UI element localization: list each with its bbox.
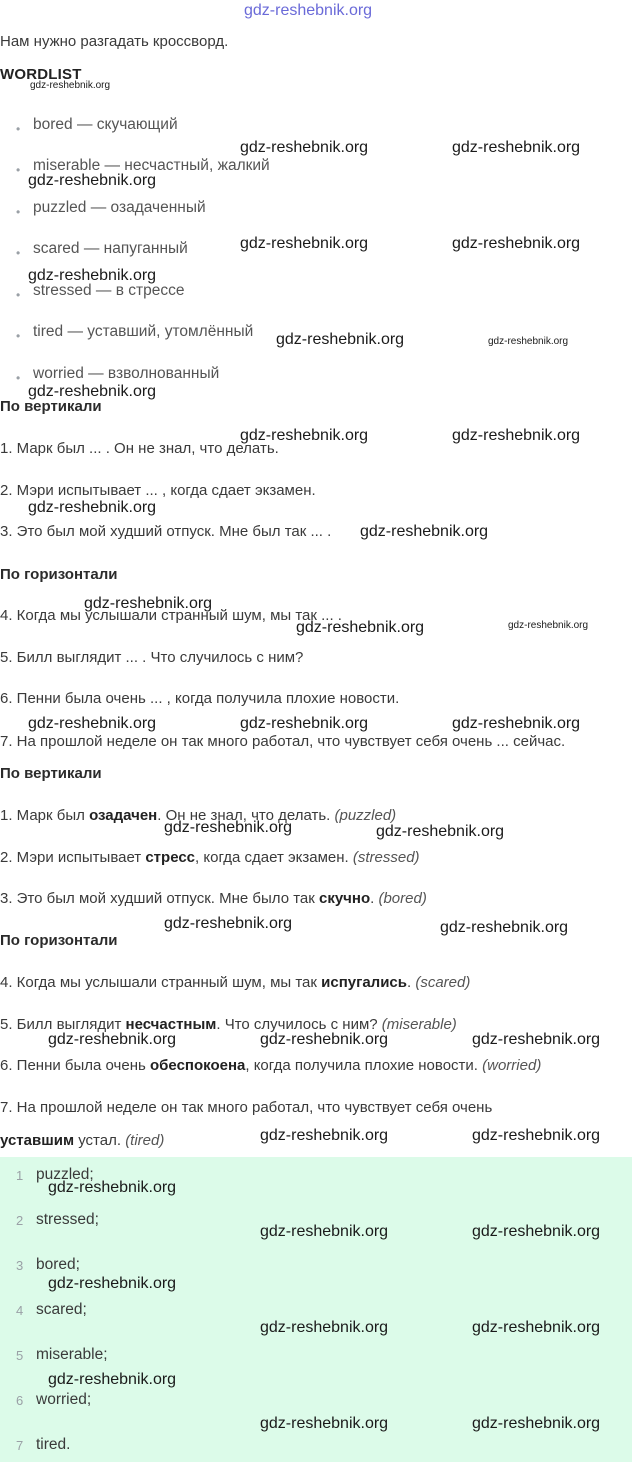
- watermark: gdz-reshebnik.org: [260, 1415, 389, 1432]
- answer-value: bored;: [36, 1256, 80, 1273]
- watermark: gdz-reshebnik.org: [28, 383, 157, 400]
- task-item: 2. Мэри испытывает ... , когда сдает экзамен.: [0, 482, 316, 499]
- task-item: 7. На прошлой неделе он так много работал, что чувствует себя очень ... сейчас.: [0, 733, 566, 750]
- solution-answer: скучно: [318, 890, 371, 907]
- task-item: 3. Это был мой худший отпуск. Мне был так ... .: [0, 523, 332, 540]
- answer-value: scared;: [36, 1301, 87, 1318]
- solution-text: 2. Мэри испытывает: [0, 849, 146, 866]
- task-item: 1. Марк был ... . Он не знал, что делать.: [0, 440, 279, 457]
- watermark: gdz-reshebnik.org: [488, 336, 569, 347]
- watermark: gdz-reshebnik.org: [240, 715, 369, 732]
- watermark: gdz-reshebnik.org: [452, 139, 581, 156]
- watermark: gdz-reshebnik.org: [260, 1319, 389, 1336]
- solution-text: 3. Это был мой худший отпуск. Мне было так: [0, 890, 319, 907]
- watermark: gdz-reshebnik.org: [48, 1275, 177, 1292]
- watermark: gdz-reshebnik.org: [240, 235, 369, 252]
- watermark: gdz-reshebnik.org: [28, 267, 157, 284]
- solution-item: [0, 849, 420, 866]
- solution-text: 5. Билл выглядит: [0, 1016, 126, 1033]
- solution-horizontal-title: По горизонтали: [0, 932, 118, 949]
- task-item: 5. Билл выглядит ... . Что случилось с ним?: [0, 649, 304, 666]
- bullet: •: [16, 329, 21, 343]
- wordlist-item: tired — уставший, утомлённый: [33, 323, 254, 340]
- bullet: •: [16, 246, 21, 260]
- solution-hint: (scared): [415, 974, 471, 991]
- solution-text: , когда сдает экзамен.: [195, 849, 353, 866]
- solution-hint: (puzzled): [334, 807, 397, 824]
- wordlist-item: bored — скучающий: [33, 116, 178, 133]
- solution-answer: испугались: [321, 974, 407, 991]
- answer-number: 2: [16, 1213, 24, 1228]
- task-item: 6. Пенни была очень ... , когда получила плохие новости.: [0, 690, 400, 707]
- solution-text: 6. Пенни была очень: [0, 1057, 150, 1074]
- watermark: gdz-reshebnik.org: [240, 427, 369, 444]
- watermark: gdz-reshebnik.org: [296, 619, 425, 636]
- watermark: gdz-reshebnik.org: [472, 1031, 601, 1048]
- solution-item: [0, 890, 427, 907]
- wordlist-item: stressed — в стрессе: [33, 282, 185, 299]
- solution-hint: (worried): [482, 1057, 542, 1074]
- watermark: gdz-reshebnik.org: [48, 1371, 177, 1388]
- bullet: •: [16, 371, 21, 385]
- watermark: gdz-reshebnik.org: [164, 819, 293, 836]
- watermark-top: gdz-reshebnik.org: [244, 2, 373, 19]
- solution-hint: (stressed): [352, 849, 420, 866]
- watermark: gdz-reshebnik.org: [260, 1031, 389, 1048]
- watermark: gdz-reshebnik.org: [260, 1127, 389, 1144]
- answer-value: puzzled;: [36, 1166, 94, 1183]
- watermark: gdz-reshebnik.org: [28, 172, 157, 189]
- wordlist-item: scared — напуганный: [33, 240, 188, 257]
- answer-number: 3: [16, 1258, 24, 1273]
- wordlist-item: puzzled — озадаченный: [33, 199, 206, 216]
- solution-text: .: [407, 974, 416, 991]
- watermark: gdz-reshebnik.org: [28, 715, 157, 732]
- solution-text: , когда получила плохие новости.: [245, 1057, 483, 1074]
- answer-number: 7: [16, 1438, 24, 1453]
- watermark: gdz-reshebnik.org: [452, 235, 581, 252]
- watermark: gdz-reshebnik.org: [472, 1415, 601, 1432]
- watermark: gdz-reshebnik.org: [30, 80, 111, 91]
- solution-text: .: [370, 890, 379, 907]
- bullet: •: [16, 122, 21, 136]
- watermark: gdz-reshebnik.org: [472, 1127, 601, 1144]
- bullet: •: [16, 288, 21, 302]
- solution-item: [0, 1057, 541, 1074]
- solution-answer: стресс: [145, 849, 196, 866]
- solution-answer: озадачен: [89, 807, 158, 824]
- intro-text: Нам нужно разгадать кроссворд.: [0, 33, 229, 50]
- watermark: gdz-reshebnik.org: [276, 331, 405, 348]
- wordlist-item: miserable — несчастный, жалкий: [33, 157, 270, 174]
- answer-number: 6: [16, 1393, 24, 1408]
- watermark: gdz-reshebnik.org: [472, 1319, 601, 1336]
- watermark: gdz-reshebnik.org: [260, 1223, 389, 1240]
- watermark: gdz-reshebnik.org: [440, 919, 569, 936]
- wordlist-title: WORDLIST: [0, 66, 82, 83]
- solution-hint: (miserable): [381, 1016, 457, 1033]
- solution-text: . Он не знал, что делать.: [157, 807, 335, 824]
- solution-hint: (tired): [125, 1132, 165, 1149]
- task-vertical-title: По вертикали: [0, 398, 102, 415]
- answer-number: 5: [16, 1348, 24, 1363]
- watermark: gdz-reshebnik.org: [452, 715, 581, 732]
- watermark: gdz-reshebnik.org: [28, 499, 157, 516]
- answer-number: 4: [16, 1303, 24, 1318]
- solution-answer: обеспокоена: [150, 1057, 246, 1074]
- solution-answer: уставшим: [0, 1132, 75, 1149]
- wordlist-item: worried — взволнованный: [33, 365, 220, 382]
- answer-value: worried;: [36, 1391, 92, 1408]
- solution-item-7-line1: 7. На прошлой неделе он так много работал, что чувствует себя очень: [0, 1099, 493, 1116]
- task-horizontal-title: По горизонтали: [0, 566, 118, 583]
- solution-hint: (bored): [378, 890, 427, 907]
- watermark: gdz-reshebnik.org: [48, 1179, 177, 1196]
- solution-text: 1. Марк был: [0, 807, 90, 824]
- watermark: gdz-reshebnik.org: [84, 595, 213, 612]
- solution-vertical-title: По вертикали: [0, 765, 102, 782]
- answer-number: 1: [16, 1168, 24, 1183]
- watermark: gdz-reshebnik.org: [508, 620, 589, 631]
- solution-item: [0, 974, 470, 991]
- watermark: gdz-reshebnik.org: [452, 427, 581, 444]
- answer-value: stressed;: [36, 1211, 99, 1228]
- bullet: •: [16, 205, 21, 219]
- task-item: 4. Когда мы услышали странный шум, мы так ... .: [0, 607, 342, 624]
- watermark: gdz-reshebnik.org: [472, 1223, 601, 1240]
- watermark: gdz-reshebnik.org: [240, 139, 369, 156]
- solution-answer: несчастным: [125, 1016, 217, 1033]
- watermark: gdz-reshebnik.org: [164, 915, 293, 932]
- solution-text: устал.: [74, 1132, 126, 1149]
- answer-value: miserable;: [36, 1346, 108, 1363]
- solution-text: 4. Когда мы услышали странный шум, мы так: [0, 974, 322, 991]
- watermark: gdz-reshebnik.org: [48, 1031, 177, 1048]
- watermark: gdz-reshebnik.org: [376, 823, 505, 840]
- solution-item-7-line2: [0, 1132, 164, 1149]
- watermark: gdz-reshebnik.org: [360, 523, 489, 540]
- bullet: •: [16, 163, 21, 177]
- solution-text: . Что случилось с ним?: [216, 1016, 382, 1033]
- answer-value: tired.: [36, 1436, 71, 1453]
